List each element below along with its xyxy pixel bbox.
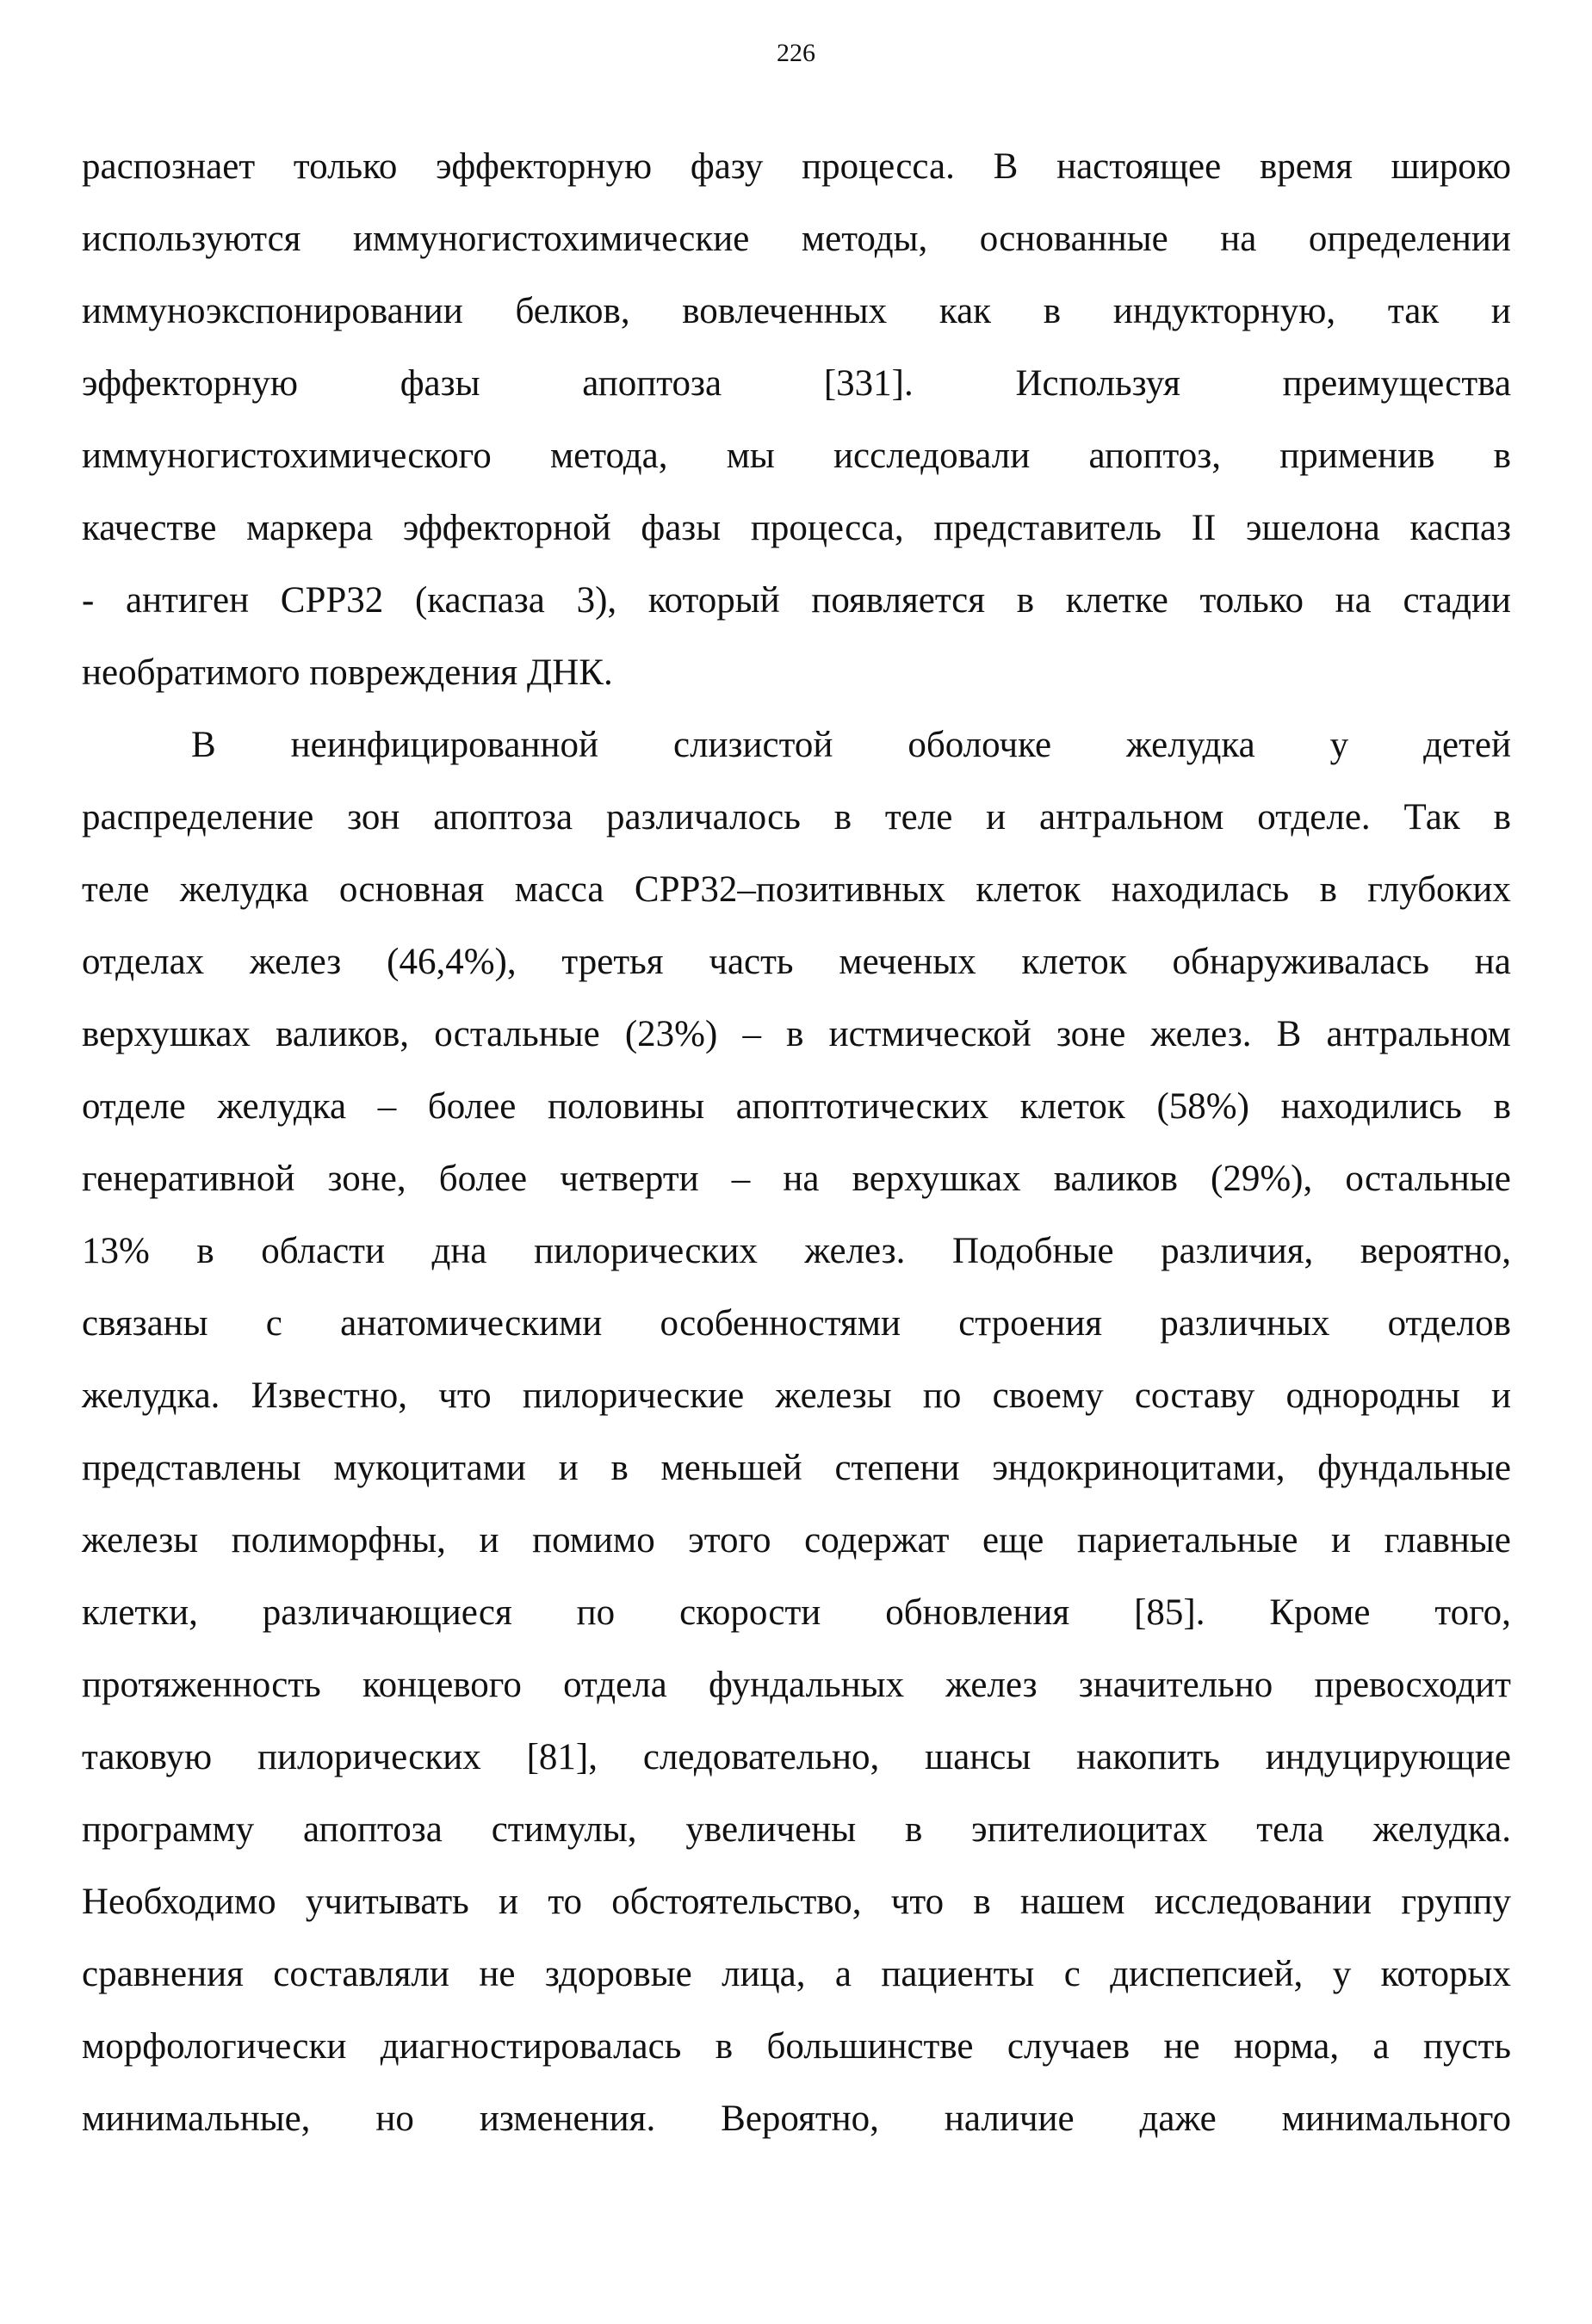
text-line — [82, 348, 1511, 420]
word: связаны — [82, 1303, 208, 1344]
word: с — [1063, 1954, 1081, 1994]
word: своему — [992, 1375, 1104, 1416]
word: пилорических — [534, 1231, 758, 1271]
word: представитель — [933, 508, 1161, 548]
word: основанные — [979, 219, 1168, 259]
word: распределение — [82, 797, 314, 838]
word: лица, — [722, 1954, 806, 1994]
word: процесса. — [802, 146, 955, 187]
text-line — [82, 1577, 1511, 1649]
word: апоптотических — [735, 1086, 989, 1127]
text-line — [82, 1794, 1511, 1866]
word: дна — [431, 1231, 487, 1271]
word: строения — [958, 1303, 1103, 1344]
word: методы, — [801, 219, 928, 259]
word: степени — [834, 1448, 960, 1488]
word: генеративной — [82, 1159, 295, 1199]
word: каспаз — [1409, 508, 1511, 548]
word: клетке — [1065, 580, 1168, 621]
word: фазу — [690, 146, 764, 187]
word: и — [1490, 1375, 1511, 1416]
word: (каспаза — [414, 580, 545, 621]
word: эпителиоцитах — [971, 1809, 1208, 1850]
word: обнаруживалась — [1172, 942, 1429, 982]
word: находились — [1280, 1086, 1462, 1127]
word: полиморфны, — [231, 1520, 446, 1561]
word: особенностями — [660, 1303, 901, 1344]
word: главные — [1384, 1520, 1511, 1561]
word: настоящее — [1056, 146, 1222, 187]
word: – — [377, 1086, 397, 1127]
word: обстоятельство, — [611, 1882, 862, 1922]
word: в — [1016, 580, 1035, 621]
word: Известно, — [251, 1375, 408, 1416]
word: отделе. — [1257, 797, 1371, 838]
word: (58%) — [1156, 1086, 1249, 1127]
word: находилась — [1111, 869, 1290, 910]
word: детей — [1423, 725, 1511, 765]
word: клеток — [976, 869, 1081, 910]
text-line — [82, 1288, 1511, 1360]
word: верхушках — [852, 1159, 1021, 1199]
word: пациенты — [881, 1954, 1035, 1994]
text-line — [82, 1866, 1511, 1938]
word: у — [1332, 1954, 1352, 1994]
word: валиков — [1053, 1159, 1178, 1199]
word: иммуноэкспонировании — [82, 291, 463, 331]
word: II — [1191, 508, 1217, 548]
word: желудка. — [1372, 1809, 1511, 1850]
word: только — [293, 146, 398, 187]
word: валиков, — [276, 1014, 410, 1054]
text-line — [82, 275, 1511, 348]
text-line — [82, 637, 1511, 709]
word: антральном — [1039, 797, 1224, 838]
word: белков, — [515, 291, 630, 331]
word: исследовали — [833, 436, 1031, 476]
word: различалось — [606, 797, 801, 838]
word: исследовании — [1154, 1882, 1372, 1922]
word: стимулы, — [491, 1809, 637, 1850]
word: по — [576, 1592, 616, 1633]
word: В — [191, 725, 216, 765]
text-line — [82, 1938, 1511, 2011]
word: более — [438, 1159, 528, 1199]
text-line — [82, 2083, 1511, 2155]
word: этого — [688, 1520, 771, 1561]
word: апоптоза — [303, 1809, 443, 1850]
word: различных — [1160, 1303, 1330, 1344]
text-line — [82, 420, 1511, 492]
word: еще — [982, 1520, 1044, 1561]
word: эффекторной — [402, 508, 611, 548]
word: на — [1220, 219, 1257, 259]
word: но — [375, 2098, 414, 2139]
word: неинфицированной — [290, 725, 599, 765]
word: (46,4%), — [387, 942, 517, 982]
word: - — [82, 580, 95, 621]
word: скорости — [679, 1592, 821, 1633]
word: который — [647, 580, 780, 621]
word: более — [427, 1086, 517, 1127]
word: отделах — [82, 942, 205, 982]
text-line — [82, 1721, 1511, 1794]
word: часть — [709, 942, 794, 982]
word: пусть — [1423, 2026, 1511, 2067]
word: фундальных — [708, 1665, 905, 1705]
word: в — [715, 2026, 734, 2067]
word: остальные — [1345, 1159, 1511, 1199]
word: Используя — [1015, 363, 1180, 404]
word: Так — [1403, 797, 1460, 838]
word: нашем — [1019, 1882, 1125, 1922]
word: фазы — [641, 508, 722, 548]
word: различия, — [1161, 1231, 1314, 1271]
word: клеток — [1021, 942, 1127, 982]
word: эффекторную — [82, 363, 298, 404]
word: превосходит — [1314, 1665, 1511, 1705]
word: верхушках — [82, 1014, 251, 1054]
word: протяженность — [82, 1665, 321, 1705]
word: Необходимо — [82, 1882, 276, 1922]
word: апоптоза — [433, 797, 573, 838]
word: норма, — [1233, 2026, 1340, 2067]
word: эшелона — [1246, 508, 1380, 548]
text-line — [82, 782, 1511, 854]
word: которых — [1380, 1954, 1511, 1994]
word: на — [783, 1159, 820, 1199]
word: диспепсией, — [1110, 1954, 1304, 1994]
word: третья — [561, 942, 664, 982]
word: группу — [1401, 1882, 1511, 1922]
word: 3), — [576, 580, 617, 621]
text-line — [82, 1143, 1511, 1215]
text-line — [82, 1432, 1511, 1505]
word: желез. — [804, 1231, 906, 1271]
text-line — [82, 854, 1511, 926]
word: вовлеченных — [682, 291, 888, 331]
word: широко — [1391, 146, 1511, 187]
text-line — [82, 1071, 1511, 1143]
word: что — [438, 1375, 492, 1416]
text-line — [82, 1649, 1511, 1721]
word: железы — [775, 1375, 892, 1416]
word: того, — [1434, 1592, 1511, 1633]
word: отделе — [82, 1086, 186, 1127]
word: глубоких — [1367, 869, 1511, 910]
word: в — [196, 1231, 214, 1271]
word: иммуногистохимического — [82, 436, 492, 476]
word: апоптоза — [582, 363, 722, 404]
word: железы — [82, 1520, 199, 1561]
word: антральном — [1326, 1014, 1511, 1054]
word: у — [1329, 725, 1349, 765]
word: накопить — [1076, 1737, 1220, 1777]
word: желудка — [179, 869, 309, 910]
word: фазы — [400, 363, 480, 404]
word: желудка. — [82, 1375, 220, 1416]
word: маркера — [246, 508, 374, 548]
word: сравнения — [82, 1954, 244, 1994]
word: обновления — [885, 1592, 1070, 1633]
word: Кроме — [1269, 1592, 1371, 1633]
word: пилорические — [522, 1375, 745, 1416]
word: так — [1387, 291, 1440, 331]
word: отдела — [563, 1665, 667, 1705]
text-line — [82, 1215, 1511, 1288]
word: наличие — [944, 2098, 1075, 2139]
word: фундальные — [1317, 1448, 1511, 1488]
word: антиген — [126, 580, 250, 621]
text-line — [82, 1505, 1511, 1577]
body-text — [82, 131, 1511, 2155]
word: программу — [82, 1809, 255, 1850]
word: меньшей — [660, 1448, 802, 1488]
word: распознает — [82, 146, 256, 187]
word: теле — [884, 797, 953, 838]
word: стадии — [1403, 580, 1511, 621]
text-line — [82, 709, 1511, 782]
word: и — [558, 1448, 579, 1488]
word: слизистой — [673, 725, 833, 765]
word: что — [890, 1882, 945, 1922]
word: иммуногистохимические — [352, 219, 750, 259]
page-number: 226 — [777, 39, 815, 67]
word: составу — [1134, 1375, 1255, 1416]
word: В — [993, 146, 1019, 187]
word: на — [1335, 580, 1372, 621]
word: а — [1372, 2026, 1390, 2067]
word: в — [904, 1809, 923, 1850]
word: как — [938, 291, 992, 331]
word: морфологически — [82, 2026, 347, 2067]
word: минимальные, — [82, 2098, 311, 2139]
word: и — [1330, 1520, 1351, 1561]
word: желез. — [1150, 1014, 1252, 1054]
word: и — [986, 797, 1007, 838]
word: масса — [514, 869, 604, 910]
word: желудка — [1126, 725, 1255, 765]
word: необратимого повреждения ДНК. — [82, 652, 613, 693]
word: оболочке — [908, 725, 1052, 765]
word: в — [1493, 797, 1511, 838]
word: CPP32–позитивных — [634, 869, 945, 910]
word: представлены — [82, 1448, 301, 1488]
text-line — [82, 203, 1511, 275]
word: метода, — [549, 436, 668, 476]
word: области — [261, 1231, 385, 1271]
word: пилорических — [257, 1737, 481, 1777]
word: качестве — [82, 508, 217, 548]
word: применив — [1279, 436, 1435, 476]
word: даже — [1139, 2098, 1217, 2139]
word: здоровые — [544, 1954, 692, 1994]
word: мы — [726, 436, 775, 476]
word: в — [1319, 869, 1337, 910]
word: зоне — [1056, 1014, 1126, 1054]
word: учитывать — [305, 1882, 469, 1922]
word: а — [834, 1954, 852, 1994]
word: в — [833, 797, 852, 838]
word: в — [1043, 291, 1062, 331]
word: используются — [82, 219, 301, 259]
word: диагностировалась — [380, 2026, 682, 2067]
word: – — [731, 1159, 751, 1199]
word: в — [1493, 1086, 1511, 1127]
word: желудка — [217, 1086, 347, 1127]
word: отделов — [1387, 1303, 1511, 1344]
word: шансы — [925, 1737, 1031, 1777]
word: зон — [347, 797, 400, 838]
word: изменения. — [479, 2098, 656, 2139]
word: [331]. — [823, 363, 914, 404]
word: в — [610, 1448, 629, 1488]
word: в — [973, 1882, 991, 1922]
word: следовательно, — [642, 1737, 880, 1777]
word: значительно — [1078, 1665, 1273, 1705]
word: желез — [250, 942, 342, 982]
word: определении — [1308, 219, 1511, 259]
text-line — [82, 2011, 1511, 2083]
word: зоне, — [327, 1159, 406, 1199]
word: только — [1199, 580, 1304, 621]
word: и — [479, 1520, 499, 1561]
word: не — [479, 1954, 516, 1994]
word: четверти — [560, 1159, 699, 1199]
word: время — [1260, 146, 1353, 187]
word: таковую — [82, 1737, 213, 1777]
word: не — [1163, 2026, 1200, 2067]
word: и — [1490, 291, 1511, 331]
word: содержат — [804, 1520, 950, 1561]
text-line — [82, 565, 1511, 637]
word: большинстве — [766, 2026, 974, 2067]
word: в — [786, 1014, 804, 1054]
word: тела — [1256, 1809, 1324, 1850]
word: концевого — [362, 1665, 522, 1705]
word: В — [1276, 1014, 1302, 1054]
word: CPP32 — [280, 580, 384, 621]
word: появляется — [811, 580, 986, 621]
word: мукоцитами — [333, 1448, 526, 1488]
text-line — [82, 1360, 1511, 1432]
word: на — [1474, 942, 1511, 982]
word: индукторную, — [1112, 291, 1336, 331]
word: эффекторную — [436, 146, 653, 187]
word: преимущества — [1282, 363, 1511, 404]
word: составляли — [273, 1954, 449, 1994]
word: остальные — [434, 1014, 600, 1054]
word: то — [548, 1882, 583, 1922]
word: апоптоз, — [1088, 436, 1221, 476]
word: основная — [338, 869, 485, 910]
word: Подобные — [951, 1231, 1114, 1271]
word: в — [1493, 436, 1511, 476]
word: однородны — [1285, 1375, 1460, 1416]
word: – — [742, 1014, 761, 1054]
word: [81], — [526, 1737, 598, 1777]
word: с — [265, 1303, 282, 1344]
word: эндокриноцитами, — [992, 1448, 1285, 1488]
word: меченых — [839, 942, 976, 982]
text-line — [82, 998, 1511, 1071]
word: индуцирующие — [1265, 1737, 1511, 1777]
word: клетки, — [82, 1592, 198, 1633]
word: случаев — [1007, 2026, 1131, 2067]
word: процесса, — [750, 508, 904, 548]
word: по — [922, 1375, 962, 1416]
word: (23%) — [624, 1014, 718, 1054]
word: половины — [548, 1086, 705, 1127]
word: теле — [82, 869, 150, 910]
word: 13% — [82, 1231, 150, 1271]
text-line — [82, 131, 1511, 203]
word: и — [499, 1882, 519, 1922]
word: [85]. — [1134, 1592, 1205, 1633]
word: помимо — [532, 1520, 655, 1561]
word: желез — [945, 1665, 1038, 1705]
text-line — [82, 926, 1511, 998]
text-line — [82, 492, 1511, 565]
word: клеток — [1019, 1086, 1125, 1127]
word: истмической — [828, 1014, 1031, 1054]
word: вероятно, — [1360, 1231, 1511, 1271]
word: увеличены — [685, 1809, 857, 1850]
word: (29%), — [1211, 1159, 1313, 1199]
word: анатомическими — [340, 1303, 603, 1344]
word: минимального — [1281, 2098, 1511, 2139]
word: париетальные — [1076, 1520, 1298, 1561]
word: различающиеся — [262, 1592, 512, 1633]
word: Вероятно, — [721, 2098, 879, 2139]
